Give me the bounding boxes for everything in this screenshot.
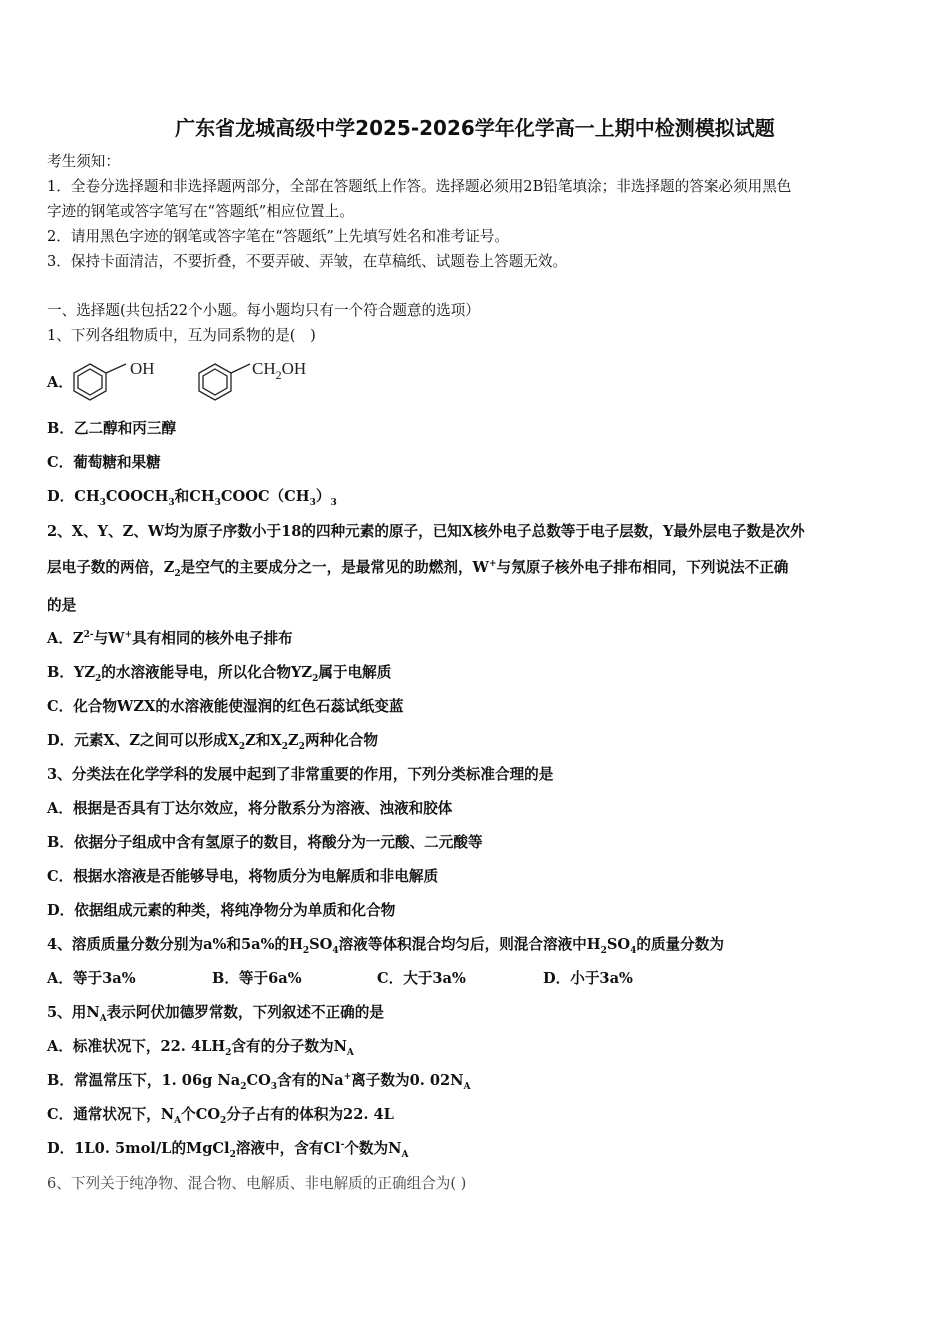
notice-item-1-cont: 字迹的钢笔或答字笔写在“答题纸”相应位置上。 <box>47 203 354 220</box>
q2-option-b: B．$YZ_2$的水溶液能导电，所以化合物$YZ_2$属于电解质 <box>47 664 392 684</box>
q5-option-d: D．1L0. 5mol/L的MgCl$_2$溶液中，含有Cl-个数为$N_A$ <box>47 1140 409 1160</box>
notice-item-1: 1．全卷分选择题和非选择题两部分，全部在答题纸上作答。选择题必须用2B铅笔填涂；非选择题的答案必须用黑色 <box>47 178 792 195</box>
q1-option-d: D．$CH_3COOCH_3$和$CH_3COOC(CH_3)_3$ <box>47 488 337 508</box>
q1-option-a-structures <box>70 352 340 408</box>
q4-option-c: C．大于3a% <box>377 970 466 987</box>
q6-stem: 6、下列关于纯净物、混合物、电解质、非电解质的正确组合为( ) <box>47 1175 467 1192</box>
benzyl-alcohol-structure <box>199 364 250 400</box>
q2-option-c: C．化合物WZX的水溶液能使湿润的红色石蕊试纸变蓝 <box>47 698 404 715</box>
q2-stem-line-2: 层电子数的两倍，$Z_2$是空气的主要成分之一，是最常见的助燃剂，W+与氖原子核外电子排布相同，下列说法不正确 <box>47 559 789 579</box>
q4-option-d: D．小于3a% <box>543 970 633 987</box>
q3-option-a: A．根据是否具有丁达尔效应，将分散系分为溶液、浊液和胶体 <box>47 800 453 817</box>
q5-stem: 5、用$N_A$表示阿伏加德罗常数，下列叙述不正确的是 <box>47 1004 384 1024</box>
q3-option-b: B．依据分子组成中含有氢原子的数目，将酸分为一元酸、二元酸等 <box>47 834 483 851</box>
section-heading: 一、选择题(共包括22个小题。每小题均只有一个符合题意的选项） <box>47 302 480 319</box>
q3-option-d: D．依据组成元素的种类，将纯净物分为单质和化合物 <box>47 902 396 919</box>
q5-option-b: B．常温常压下，1. 06g $Na_2CO_3$含有的Na+离子数为0. $02N_A$ <box>47 1072 471 1092</box>
q3-stem: 3、分类法在化学学科的发展中起到了非常重要的作用，下列分类标准合理的是 <box>47 766 554 783</box>
q2-option-d: D．元素X、Z之间可以形成$X_2Z$和$X_2Z_2$两种化合物 <box>47 732 378 752</box>
q4-option-b: B．等于6a% <box>212 970 302 987</box>
q2-stem-line-3: 的是 <box>47 597 77 614</box>
q3-option-c: C．根据水溶液是否能够导电，将物质分为电解质和非电解质 <box>47 868 439 885</box>
q2-option-a: A．$Z^{2-}$与W+具有相同的核外电子排布 <box>47 630 293 647</box>
q5-option-c: C．通常状况下，$N_A$个$CO_2$分子占有的体积为22. 4L <box>47 1106 394 1126</box>
phenol-oh-label: OH <box>130 359 155 378</box>
benzyl-oh-label: OH <box>281 359 307 378</box>
q4-stem: 4、溶质质量分数分别为a%和5a%的$H_2SO_4$溶液等体积混合均匀后，则混合溶液中$H_2SO_4$的质量分数为 <box>47 936 724 956</box>
benzyl-ch-label: CH <box>252 359 276 378</box>
q1-option-c: C．葡萄糖和果糖 <box>47 454 161 471</box>
benzyl-sub-label: 2 <box>275 368 282 382</box>
q1-option-b: B．乙二醇和丙三醇 <box>47 420 177 437</box>
q1-stem: 1、下列各组物质中，互为同系物的是( ) <box>47 327 316 344</box>
phenol-structure <box>74 364 126 400</box>
q1-option-a-label: A． <box>47 374 73 391</box>
page-title: 广东省龙城高级中学2025-2026学年化学高一上期中检测模拟试题 <box>175 116 775 140</box>
notice-heading: 考生须知： <box>47 153 120 170</box>
q4-option-a: A．等于3a% <box>47 970 136 987</box>
svg-text:CH2OH <box>252 359 306 382</box>
q5-option-a: A．标准状况下，22. $4LH_2$含有的分子数为$N_A$ <box>47 1038 354 1058</box>
notice-item-3: 3．保持卡面清洁，不要折叠，不要弄破、弄皱，在草稿纸、试题卷上答题无效。 <box>47 253 568 270</box>
q2-stem-line-1: 2、X、Y、Z、W均为原子序数小于18的四种元素的原子，已知X核外电子总数等于电子层数，Y最外层电子数是次外 <box>47 523 805 540</box>
notice-item-2: 2．请用黑色字迹的钢笔或答字笔在“答题纸”上先填写姓名和准考证号。 <box>47 228 510 245</box>
